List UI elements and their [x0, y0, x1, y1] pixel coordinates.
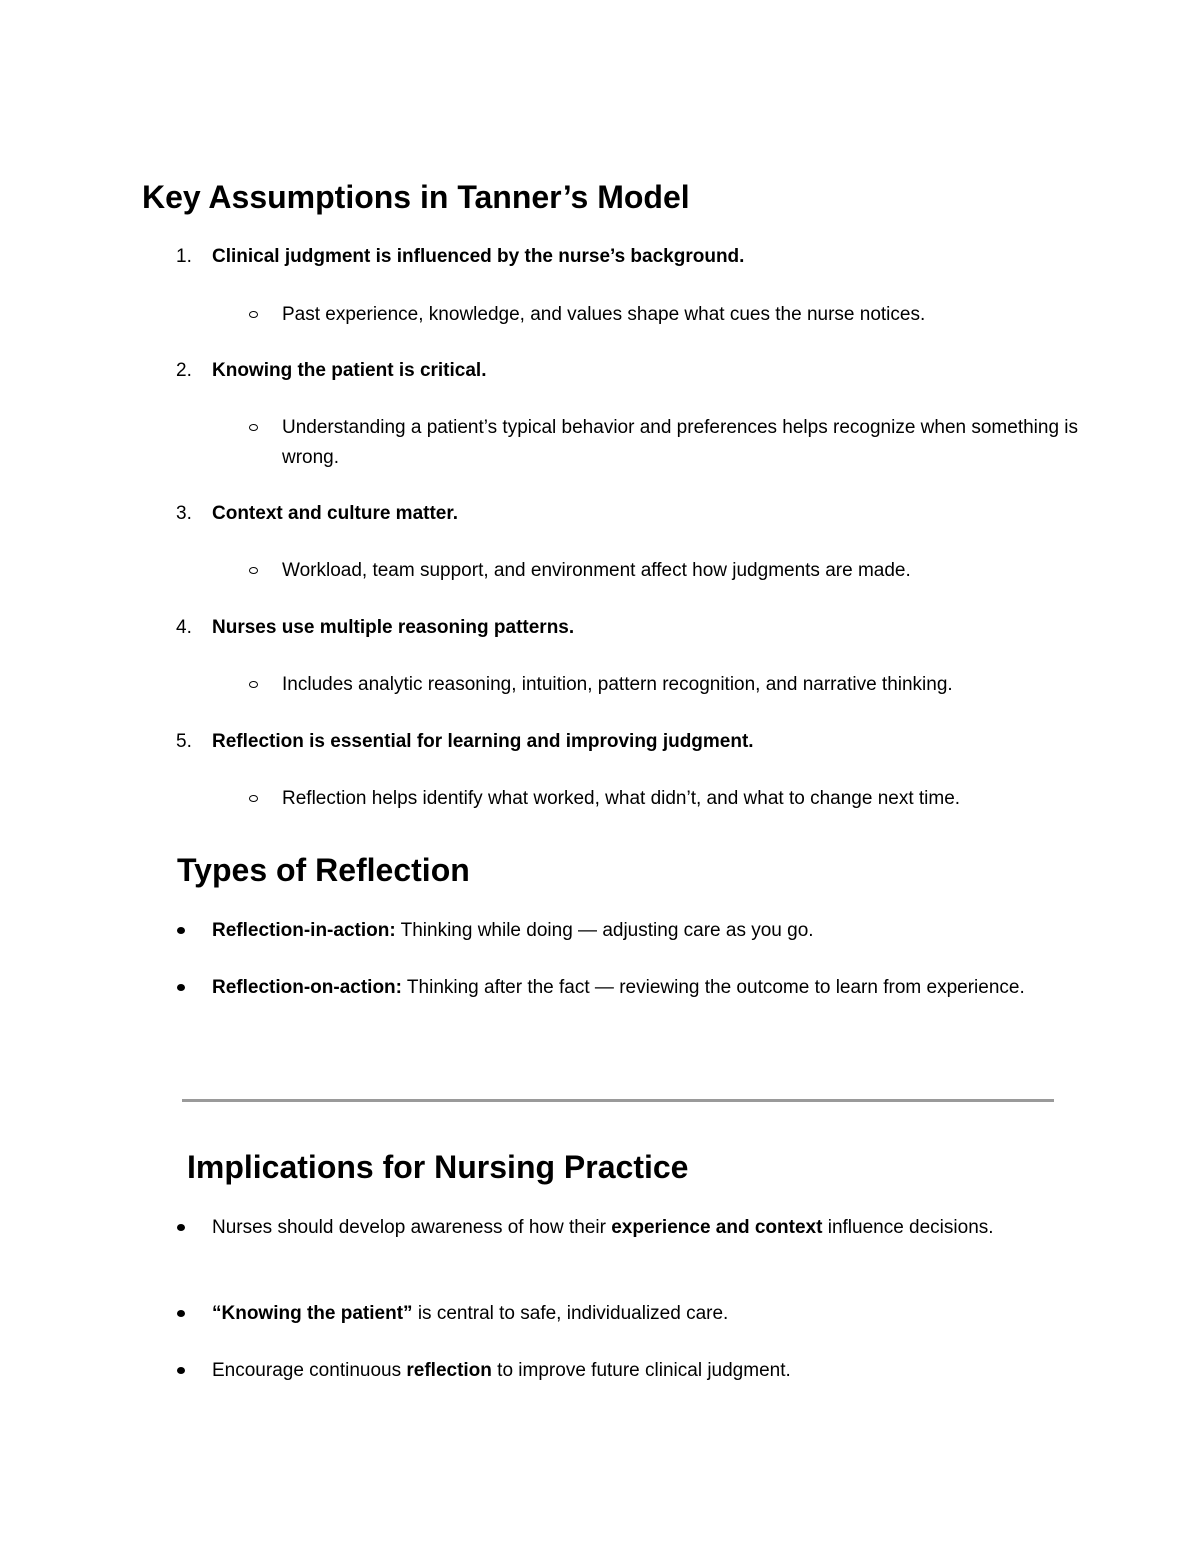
list-number: 1.	[176, 246, 192, 267]
assumption-title: Reflection is essential for learning and improving judgment.	[212, 731, 754, 752]
hollow-bullet-icon	[249, 681, 258, 688]
assumption-detail-text: Reflection helps identify what worked, what didn’t, and what to change next time.	[282, 788, 961, 809]
bullet-icon	[177, 1367, 185, 1374]
reflection-description: Thinking while doing — adjusting care as you go.	[395, 920, 814, 941]
bullet-icon	[177, 927, 185, 934]
reflection-item-2	[212, 973, 1042, 1002]
implications-heading: Implications for Nursing Practice	[187, 1149, 689, 1185]
bullet-icon	[177, 1310, 185, 1317]
assumption-title: Knowing the patient is critical.	[212, 360, 487, 381]
reflection-description: Thinking after the fact — reviewing the outcome to learn from experience.	[402, 977, 1025, 998]
assumption-title: Clinical judgment is influenced by the nurse’s background.	[212, 246, 745, 267]
assumption-detail-3	[282, 556, 1082, 586]
list-number: 3.	[176, 503, 192, 524]
hollow-bullet-icon	[249, 311, 258, 318]
assumption-detail-4	[282, 670, 1082, 700]
list-number: 2.	[176, 360, 192, 381]
section-divider	[182, 1099, 1054, 1102]
implication-emphasis: “Knowing the patient”	[212, 1303, 413, 1324]
assumption-detail-1	[282, 300, 1082, 330]
assumption-detail-text: Past experience, knowledge, and values shape what cues the nurse notices.	[282, 304, 926, 325]
implication-emphasis: experience and context	[611, 1217, 823, 1238]
implication-item-1	[212, 1213, 1042, 1242]
list-number: 4.	[176, 617, 192, 638]
reflection-term: Reflection-on-action:	[212, 977, 402, 998]
reflection-item-1	[212, 916, 1042, 945]
assumptions-heading: Key Assumptions in Tanner’s Model	[142, 179, 690, 215]
implication-text: to improve future clinical judgment.	[491, 1360, 791, 1381]
assumption-detail-text: Workload, team support, and environment affect how judgments are made.	[282, 560, 911, 581]
implication-text: Encourage continuous	[212, 1360, 407, 1381]
assumption-title: Context and culture matter.	[212, 503, 458, 524]
hollow-bullet-icon	[249, 424, 258, 431]
implication-item-2	[212, 1299, 1042, 1328]
implication-text: influence decisions.	[822, 1217, 994, 1238]
implication-emphasis: reflection	[406, 1360, 492, 1381]
implication-text: is central to safe, individualized care.	[412, 1303, 729, 1324]
list-number: 5.	[176, 731, 192, 752]
implication-text: Nurses should develop awareness of how their	[212, 1217, 612, 1238]
bullet-icon	[177, 1224, 185, 1231]
hollow-bullet-icon	[249, 795, 258, 802]
hollow-bullet-icon	[249, 567, 258, 574]
bullet-icon	[177, 984, 185, 991]
implication-item-3	[212, 1356, 1042, 1385]
reflection-term: Reflection-in-action:	[212, 920, 396, 941]
assumption-detail-5	[282, 784, 1082, 814]
assumption-detail-text: Includes analytic reasoning, intuition, pattern recognition, and narrative thinking.	[282, 674, 953, 695]
assumption-title: Nurses use multiple reasoning patterns.	[212, 617, 575, 638]
assumption-detail-2	[282, 413, 1082, 473]
reflection-heading: Types of Reflection	[177, 852, 470, 888]
assumption-detail-text: Understanding a patient’s typical behavior and preferences helps recognize when something is wrong.	[282, 417, 1079, 468]
